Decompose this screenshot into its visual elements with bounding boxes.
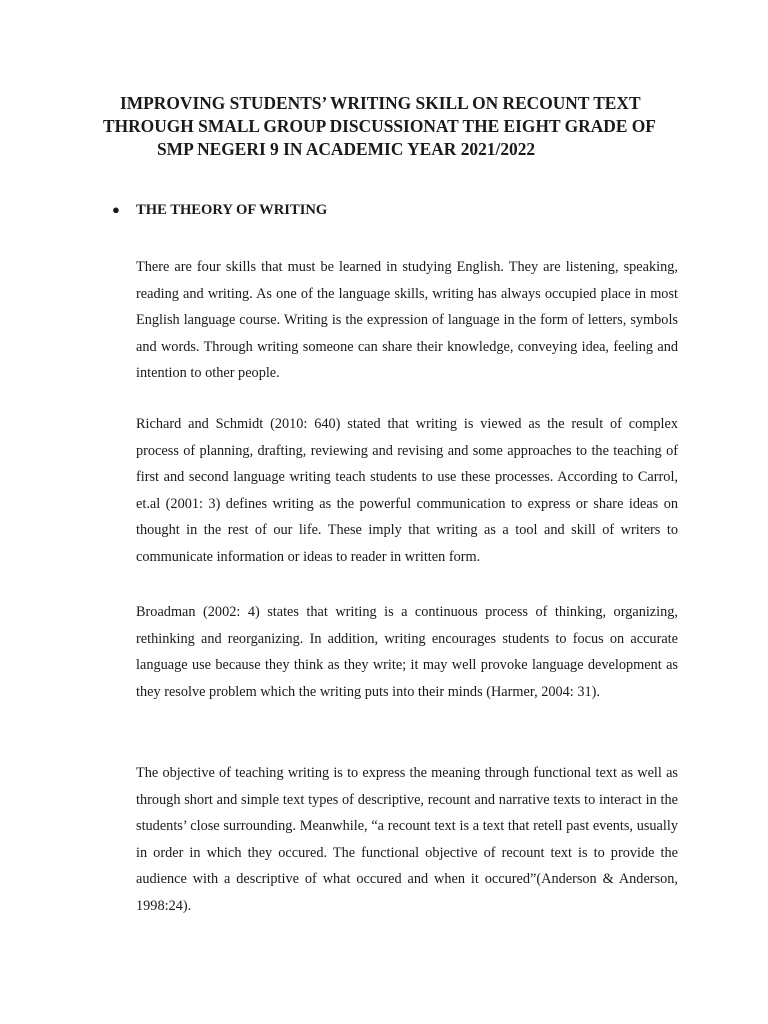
paragraph-objective: The objective of teaching writing is to express the meaning through functional text as well as through short and simple text types of descriptive, recount and narrative texts to interact in the students’ close surrounding. Meanwhile, “a recount text is a text that retell past events, usually in order in which they occured. The functional objective of recount text is to provide the audience with a descriptive of what occured and when it occured”(Anderson & Anderson, 1998:24). (136, 765, 678, 914)
title-line-3: SMP NEGERI 9 IN ACADEMIC YEAR 2021/2022 (157, 139, 536, 159)
title-line-1: IMPROVING STUDENTS’ WRITING SKILL ON RECOUNT TEXT (120, 93, 641, 113)
paragraph-richard-schmidt: Richard and Schmidt (2010: 640) stated that writing is viewed as the result of complex process of planning, drafting, reviewing and revising and some approaches to the teaching of first and second language writing teach students to use these processes. According to Carrol, et.al (2001: 3) defines writing as the powerful communication to express or share ideas on thought in the rest of our life. These imply that writing as a tool and skill of writers to communicate information or ideas to reader in written form. (136, 416, 678, 565)
paragraph-four-skills: There are four skills that must be learned in studying English. They are listening, speaking, reading and writing. As one of the language skills, writing has always occupied place in most English language course. Writing is the expression of language in the form of letters, symbols and words. Through writing someone can share their knowledge, conveying idea, feeling and intention to other people. (136, 259, 678, 382)
title-line-2: THROUGH SMALL GROUP DISCUSSIONAT THE EIGHT GRADE OF (103, 116, 656, 136)
section-heading-text: THE THEORY OF WRITING (136, 202, 328, 218)
paragraph-broadman: Broadman (2002: 4) states that writing is a continuous process of thinking, organizing, rethinking and reorganizing. In addition, writing encourages students to focus on accurate language use because they think as they write; it may well provoke language development as they resolve problem which the writing puts into their minds (Harmer, 2004: 31). (136, 604, 678, 700)
bullet-icon: ● (112, 202, 120, 217)
section-heading (112, 200, 327, 220)
